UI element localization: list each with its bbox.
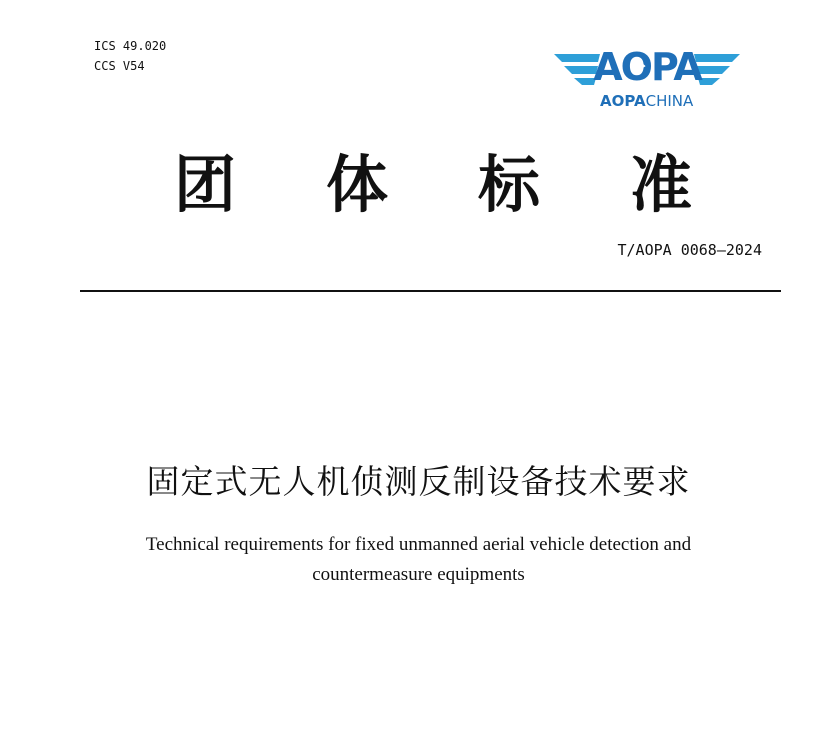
classification-codes <box>94 36 166 76</box>
title-char: 标 <box>478 148 541 221</box>
standard-type-title <box>0 150 837 220</box>
header-rule <box>80 290 781 292</box>
title-char: 团 <box>174 148 237 221</box>
right-wing-icon <box>694 54 740 85</box>
logo-subtitle-light: CHINA <box>645 92 694 110</box>
document-title-en <box>0 530 837 590</box>
title-char: 体 <box>326 148 389 221</box>
standard-number: T/AOPA 0068—2024 <box>617 241 762 259</box>
logo-subtitle-bold: AOPA <box>600 92 646 110</box>
ics-code: ICS 49.020 <box>94 39 167 53</box>
ccs-code: CCS V54 <box>94 59 145 73</box>
document-title-zh: 固定式无人机侦测反制设备技术要求 <box>146 462 691 501</box>
title-en-line: countermeasure equipments <box>312 564 525 585</box>
aopa-china-logo <box>552 44 742 114</box>
title-char: 准 <box>630 148 693 221</box>
title-en-line: Technical requirements for fixed unmanned aerial vehicle detection and <box>145 534 692 555</box>
svg-text:AOPACHINA <box>600 92 694 110</box>
logo-wordmark: AOPA <box>593 45 701 89</box>
